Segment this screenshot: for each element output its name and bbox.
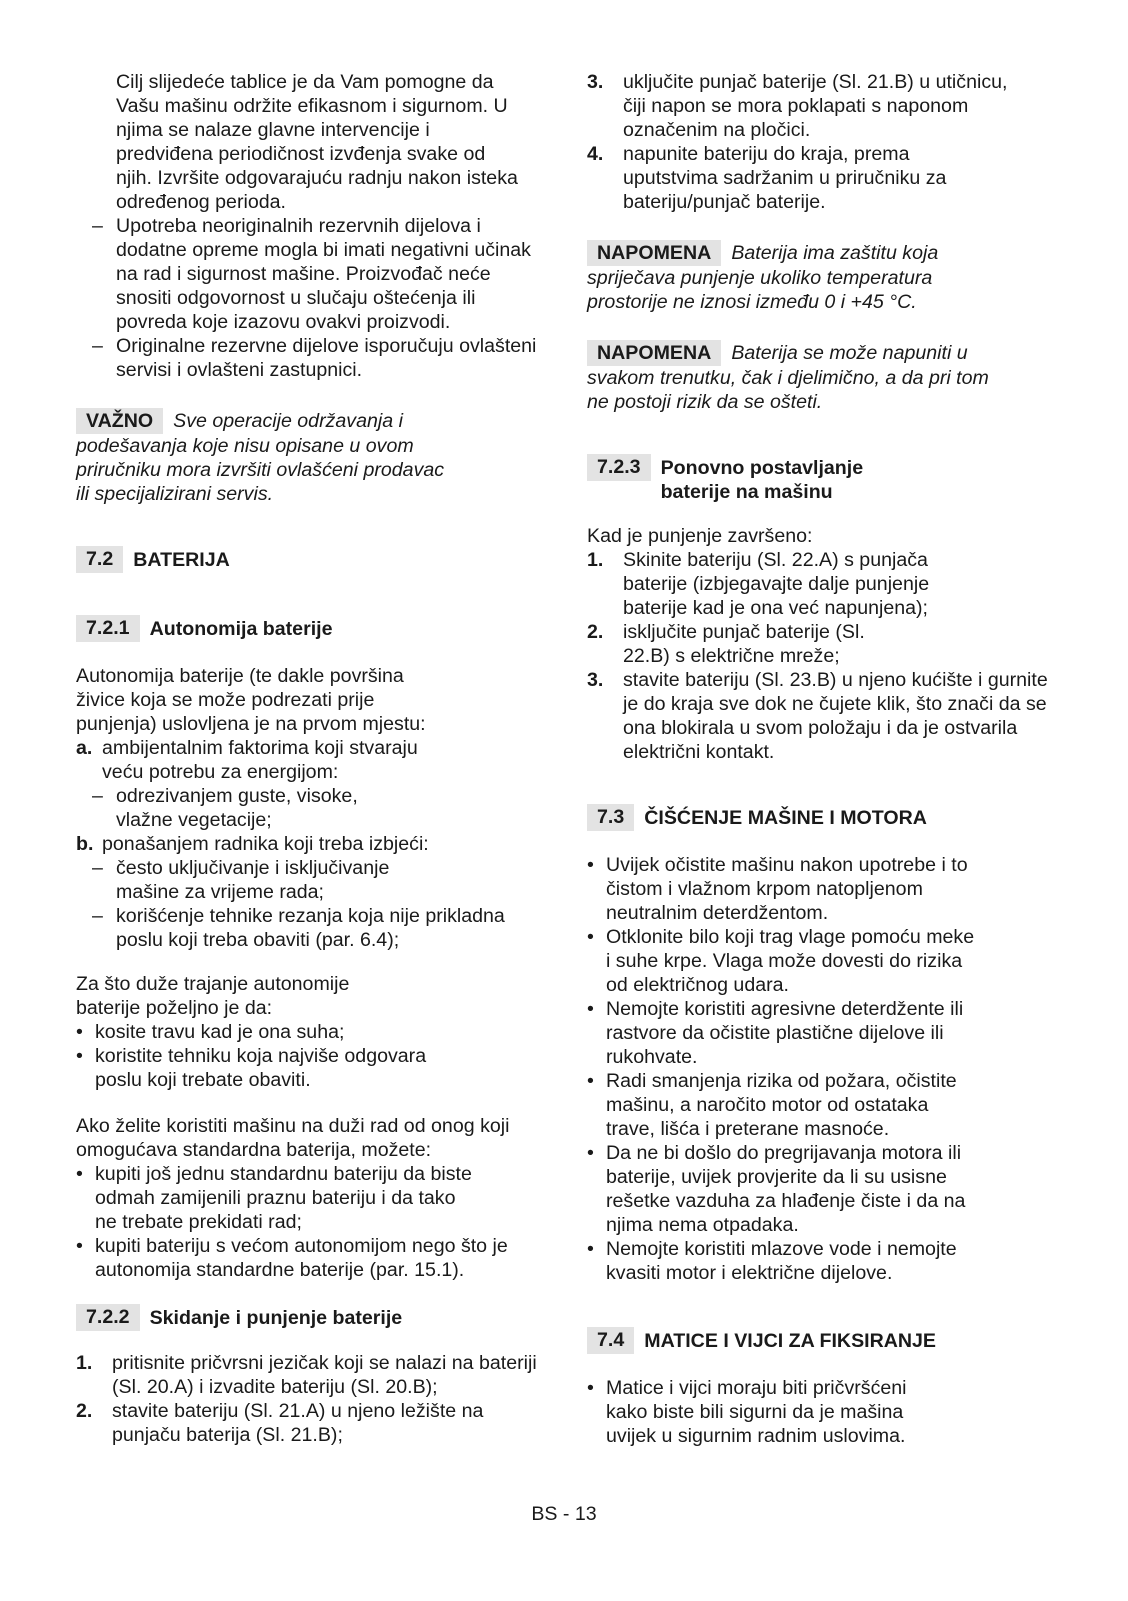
- napomena-text: Baterija se može napuniti u svakom trenutku, čak i djelimično, a da pri tom ne postoji rizik da se ošteti.: [587, 342, 989, 413]
- step-number: 3.: [587, 669, 604, 691]
- section-heading-7-2: [76, 546, 546, 573]
- vazno-note: [76, 408, 546, 506]
- bullet-marker: •: [587, 998, 594, 1020]
- section-title: Autonomija baterije: [149, 618, 333, 640]
- section-heading-7-4: [587, 1327, 1057, 1354]
- list-marker: b.: [76, 833, 94, 855]
- bullet-text: Otklonite bilo koji trag vlage pomoću meke i suhe krpe. Vlaga može dovesti do rizika od električnog udara.: [606, 926, 975, 996]
- napomena-note: [587, 340, 1057, 414]
- autonomy-intro: Autonomija baterije (te dakle površina živice koja se može podrezati prije punjenja) uslovljena je na prvom mjestu:: [76, 665, 426, 735]
- vazno-tag: VAŽNO: [76, 408, 163, 434]
- bullet-marker: •: [76, 1235, 83, 1257]
- step-text: uključite punjač baterije (Sl. 21.B) u utičnicu, čiji napon se mora poklapati s naponom označenim na pločici.: [623, 71, 1008, 141]
- section-heading-7-3: [587, 804, 1057, 831]
- step-text: stavite bateriju (Sl. 23.B) u njeno kućište i gurnite je do kraja sve dok ne čujete klik, što znači da se ona blokirala u svom položaju i da je ostvarila električni kontakt.: [623, 669, 1048, 763]
- list-item-b: [76, 832, 546, 856]
- bullet-text: Nemojte koristiti mlazove vode i nemojte kvasiti motor i električne dijelove.: [606, 1238, 957, 1284]
- bullet-item: [76, 1162, 546, 1234]
- step-number: 1.: [587, 549, 604, 571]
- dash-item: [76, 856, 546, 904]
- step-number: 4.: [587, 143, 604, 165]
- list-text: ambijentalnim faktorima koji stvaraju veću potrebu za energijom:: [102, 737, 418, 783]
- step-item: [587, 620, 1057, 668]
- bullet-marker: •: [587, 926, 594, 948]
- section-number: 7.2.2: [76, 1304, 140, 1331]
- bullet-text: Da ne bi došlo do pregrijavanja motora ili baterije, uvijek provjerite da li su usisne rešetke vazduha za hlađenje čiste i da na njima nema otpadaka.: [606, 1142, 966, 1236]
- napomena-tag: NAPOMENA: [587, 340, 721, 366]
- bullet-text: koristite tehniku koja najviše odgovara poslu koji trebate obaviti.: [95, 1045, 427, 1091]
- intro-dash-item: [76, 214, 546, 334]
- bullet-text: Nemojte koristiti agresivne deterdžente ili rastvore da očistite plastične dijelove ili rukohvate.: [606, 998, 964, 1068]
- napomena-note: [587, 240, 1057, 314]
- step-item: [587, 548, 1057, 620]
- intro-dash-text: Upotreba neoriginalnih rezervnih dijelova i dodatne opreme mogla bi imati negativni učinak na rad i sigurnost mašine. Proizvođač neće snositi odgovornost u slučaju oštećenja ili povreda koje izazovu ovakvi proizvodi.: [116, 215, 531, 333]
- dash-marker: –: [92, 857, 103, 879]
- bullet-marker: •: [587, 1377, 594, 1399]
- step-text: Skinite bateriju (Sl. 22.A) s punjača baterije (izbjegavajte dalje punjenje baterije kad je ona već napunjena);: [623, 549, 930, 619]
- step-number: 1.: [76, 1352, 93, 1374]
- step-item: [76, 1399, 546, 1447]
- section-title: BATERIJA: [133, 549, 230, 571]
- dash-text: odrezivanjem guste, visoke, vlažne vegetacije;: [116, 785, 358, 831]
- dash-marker: –: [92, 335, 103, 357]
- bullet-item: [587, 925, 1057, 997]
- intro-paragraph: Cilj slijedeće tablice je da Vam pomogne da Vašu mašinu održite efikasnom i sigurnom. U njima se nalaze glavne intervencije i predviđena periodičnost izvđenja svake od njih. Izvršite odgovarajuću radnju nakon isteka određenog perioda.: [116, 71, 518, 213]
- bullet-marker: •: [76, 1021, 83, 1043]
- step-text: pritisnite pričvrsni jezičak koji se nalazi na bateriji (Sl. 20.A) i izvadite bateriju (Sl. 20.B);: [112, 1352, 537, 1398]
- dash-item: [76, 904, 546, 952]
- list-item-a: [76, 736, 546, 784]
- dash-text: često uključivanje i isključivanje mašine za vrijeme rada;: [116, 857, 390, 903]
- step-item: [76, 1351, 546, 1399]
- section-number: 7.3: [587, 804, 634, 831]
- section-title: MATICE I VIJCI ZA FIKSIRANJE: [644, 1330, 937, 1352]
- bullet-item: [76, 1234, 546, 1282]
- autonomy-paragraph: Ako želite koristiti mašinu na duži rad od onog koji omogućava standardna baterija, možete:: [76, 1115, 510, 1161]
- step-number: 2.: [587, 621, 604, 643]
- right-column: [587, 70, 1057, 1448]
- section-number: 7.4: [587, 1327, 634, 1354]
- dash-marker: –: [92, 905, 103, 927]
- bullet-item: [76, 1020, 546, 1044]
- bullet-text: kupiti bateriju s većom autonomijom nego što je autonomija standardne baterije (par. 15.1).: [95, 1235, 508, 1281]
- bullet-item: [587, 1376, 1057, 1448]
- bullet-marker: •: [587, 1142, 594, 1164]
- page-number: BS - 13: [531, 1503, 597, 1525]
- step-number: 3.: [587, 71, 604, 93]
- step-number: 2.: [76, 1400, 93, 1422]
- section-heading-7-2-1: [76, 615, 546, 642]
- autonomy-paragraph: Za što duže trajanje autonomije baterije poželjno je da:: [76, 973, 350, 1019]
- bullet-marker: •: [587, 854, 594, 876]
- bullet-marker: •: [587, 1070, 594, 1092]
- bullet-item: [587, 853, 1057, 925]
- left-column: [76, 70, 546, 1447]
- bullet-item: [587, 1069, 1057, 1141]
- intro-dash-text: Originalne rezervne dijelove isporučuju ovlašteni servisi i ovlašteni zastupnici.: [116, 335, 537, 381]
- intro-dash-item: [76, 334, 546, 382]
- bullet-text: kosite travu kad je ona suha;: [95, 1021, 345, 1043]
- bullet-text: Uvijek očistite mašinu nakon upotrebe i to čistom i vlažnom krpom natopljenom neutralnim deterdžentom.: [606, 854, 968, 924]
- step-item: [587, 70, 1057, 142]
- bullet-item: [587, 997, 1057, 1069]
- section-title: Ponovno postavljanje baterije na mašinu: [660, 457, 864, 503]
- section-title: ČIŠĆENJE MAŠINE I MOTORA: [644, 807, 927, 829]
- bullet-text: Radi smanjenja rizika od požara, očistite mašinu, a naročito motor od ostataka trave, lišća i preterane masnoće.: [606, 1070, 957, 1140]
- bullet-item: [587, 1237, 1057, 1285]
- step-text: isključite punjač baterije (Sl. 22.B) s električne mreže;: [623, 621, 865, 667]
- step-item: [587, 668, 1057, 764]
- napomena-text: Baterija ima zaštitu koja spriječava punjenje ukoliko temperatura prostorije ne iznosi između 0 i +45 °C.: [587, 242, 939, 313]
- section-title: Skidanje i punjenje baterije: [149, 1307, 403, 1329]
- dash-marker: –: [92, 785, 103, 807]
- bullet-marker: •: [76, 1045, 83, 1067]
- dash-item: [76, 784, 546, 832]
- section-number: 7.2.3: [587, 454, 651, 481]
- section-heading-7-2-2: [76, 1304, 546, 1331]
- bullet-item: [587, 1141, 1057, 1237]
- step-item: [587, 142, 1057, 214]
- section-number: 7.2: [76, 546, 123, 573]
- list-marker: a.: [76, 737, 93, 759]
- napomena-tag: NAPOMENA: [587, 240, 721, 266]
- reinstall-intro: Kad je punjenje završeno:: [587, 525, 813, 547]
- list-text: ponašanjem radnika koji treba izbjeći:: [102, 833, 429, 855]
- bullet-marker: •: [587, 1238, 594, 1260]
- dash-text: korišćenje tehnike rezanja koja nije prikladna poslu koji treba obaviti (par. 6.4);: [116, 905, 505, 951]
- step-text: stavite bateriju (Sl. 21.A) u njeno ležište na punjaču baterija (Sl. 21.B);: [112, 1400, 484, 1446]
- dash-marker: –: [92, 215, 103, 237]
- bullet-text: Matice i vijci moraju biti pričvršćeni kako biste bili sigurni da je mašina uvijek u sigurnim radnim uslovima.: [606, 1377, 907, 1447]
- step-text: napunite bateriju do kraja, prema uputstvima sadržanim u priručniku za bateriju/punjač baterije.: [623, 143, 947, 213]
- bullet-text: kupiti još jednu standardnu bateriju da biste odmah zamijenili praznu bateriju i da tako ne trebate prekidati rad;: [95, 1163, 472, 1233]
- bullet-item: [76, 1044, 546, 1092]
- vazno-text: Sve operacije održavanja i podešavanja koje nisu opisane u ovom priručniku mora izvršiti ovlašćeni prodavac ili specijalizirani servis.: [76, 410, 445, 505]
- bullet-marker: •: [76, 1163, 83, 1185]
- section-number: 7.2.1: [76, 615, 140, 642]
- section-heading-7-2-3: [587, 454, 1057, 504]
